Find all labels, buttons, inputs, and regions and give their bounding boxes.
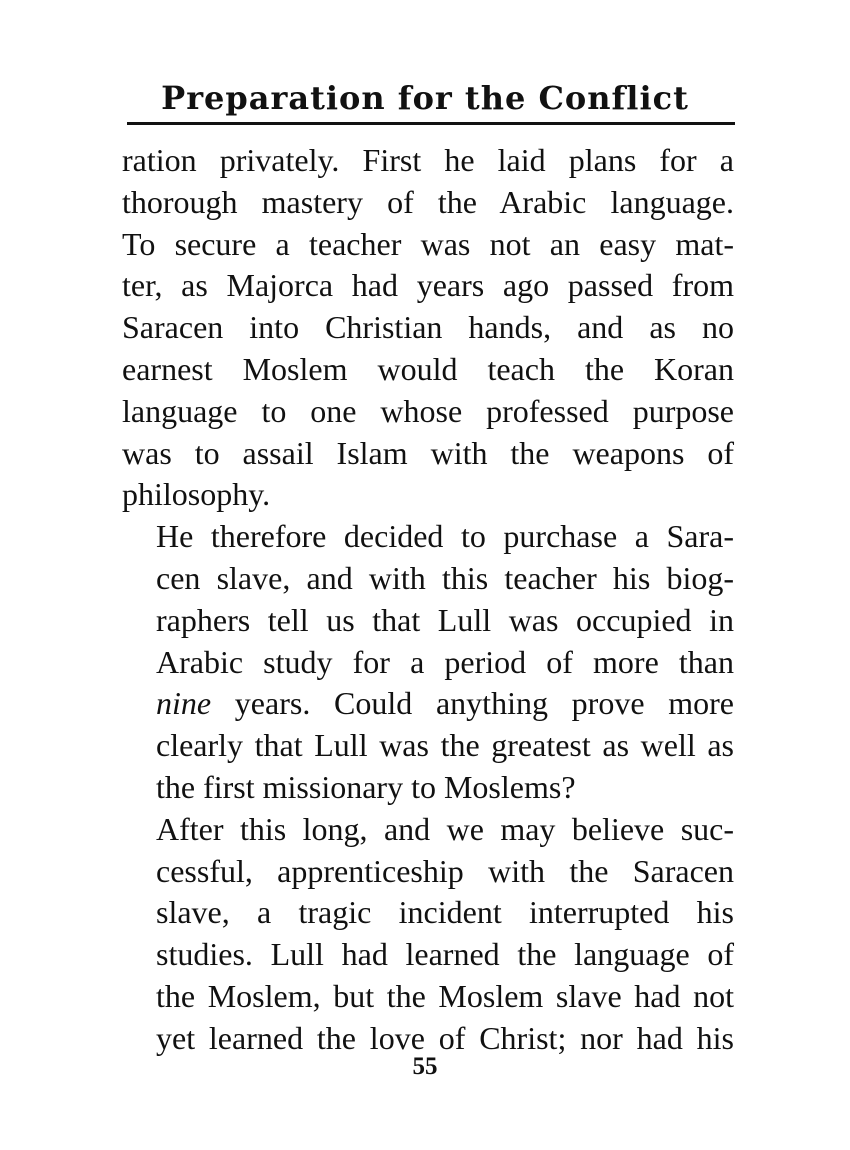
text-line: slave, a tragic incident interrupted his bbox=[156, 894, 734, 931]
text-line: Arabic study for a period of more than bbox=[156, 643, 734, 680]
text-line: the first missionary to Moslems? bbox=[156, 768, 576, 805]
body-text bbox=[122, 140, 734, 1060]
running-header-title: Preparation for the Conflict bbox=[161, 79, 689, 117]
text-line: He therefore decided to purchase a Sara- bbox=[156, 518, 734, 555]
text-line: After this long, and we may believe suc- bbox=[156, 810, 734, 847]
text-line bbox=[122, 683, 734, 725]
text-line: earnest Moslem would teach the Koran bbox=[122, 350, 734, 387]
text-line: language to one whose professed purpose bbox=[122, 392, 734, 429]
text-line: the Moslem, but the Moslem slave had not bbox=[156, 977, 734, 1014]
text-line: raphers tell us that Lull was occupied in bbox=[156, 601, 734, 638]
paragraph-3 bbox=[122, 809, 734, 1060]
text-line: thorough mastery of the Arabic language. bbox=[122, 183, 734, 220]
text-line: cessful, apprenticeship with the Saracen bbox=[156, 852, 734, 889]
text-line: yet learned the love of Christ; nor had his bbox=[156, 1019, 734, 1056]
emphasis-word: nine bbox=[156, 685, 212, 722]
text-line: was to assail Islam with the weapons of bbox=[122, 434, 734, 471]
text-line: ter, as Majorca had years ago passed from bbox=[122, 267, 734, 304]
text-line: Saracen into Christian hands, and as no bbox=[122, 309, 734, 346]
text-line-rest: years. Could anything prove more bbox=[211, 685, 734, 722]
text-line: cen slave, and with this teacher his biog- bbox=[156, 559, 734, 596]
paragraph-1 bbox=[122, 140, 734, 516]
text-line: studies. Lull had learned the language of bbox=[156, 936, 734, 973]
paragraph-2 bbox=[122, 516, 734, 809]
header-rule bbox=[127, 122, 735, 125]
text-line: ration privately. First he laid plans for a bbox=[122, 142, 734, 178]
text-line: clearly that Lull was the greatest as well as bbox=[156, 727, 734, 764]
page-number: 55 bbox=[412, 1053, 438, 1080]
text-line: To secure a teacher was not an easy mat- bbox=[122, 225, 734, 262]
text-line: philosophy. bbox=[122, 476, 271, 513]
